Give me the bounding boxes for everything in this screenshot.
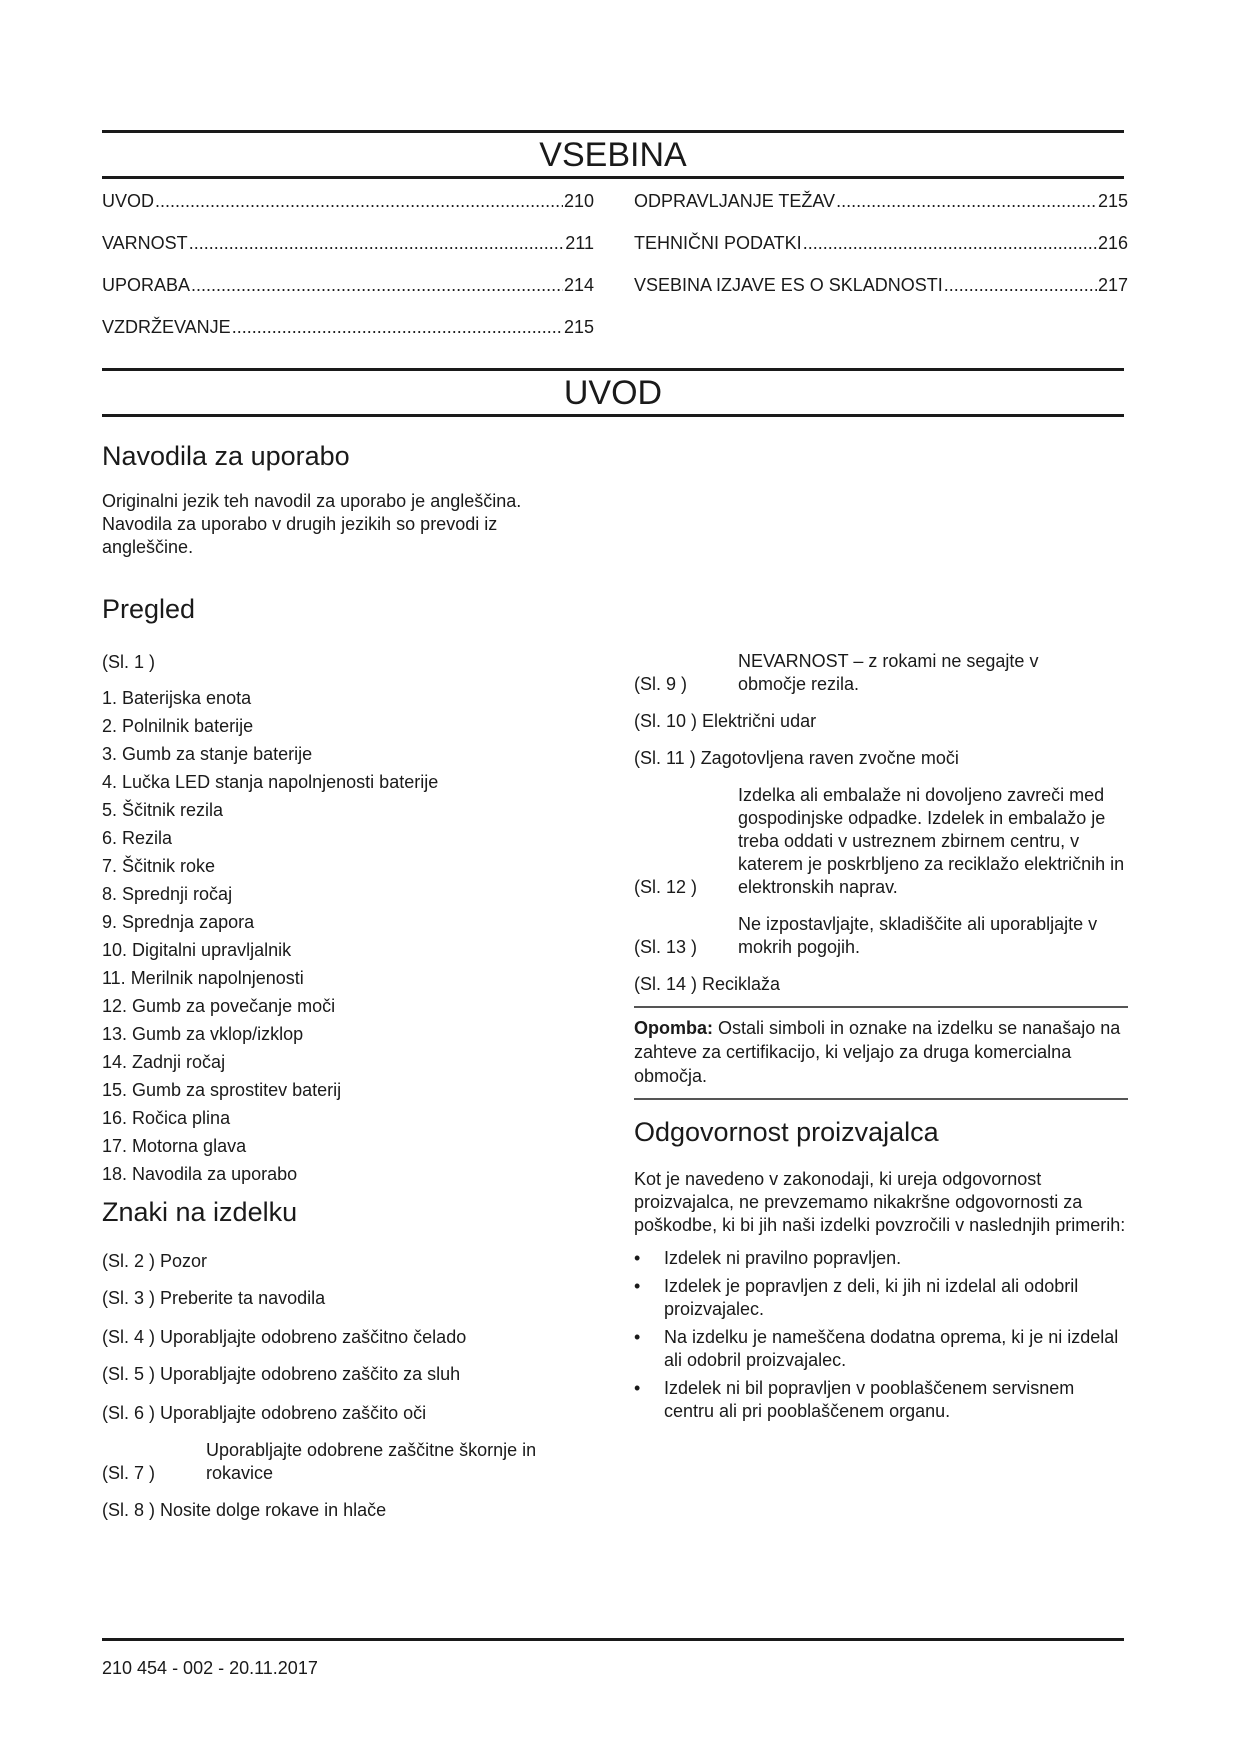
list-item: • Izdelek ni bil popravljen v pooblaščenem servisnem centru ali pri pooblaščenem organu.: [634, 1377, 1128, 1423]
list-item: 11. Merilnik napolnjenosti: [102, 968, 304, 988]
symbol-entry: [634, 650, 1128, 696]
liability-text: Kot je navedeno v zakonodaji, ki ureja odgovornost proizvajalca, ne prevzemamo nikakršne odgovornosti za poškodbe, ki bi jih naši izdelki povzročili v naslednjih primerih:: [634, 1169, 1126, 1235]
symbol-desc: Pozor: [160, 1251, 208, 1271]
symbol-entry: [102, 1402, 592, 1425]
toc-title: TEHNIČNI PODATKI: [634, 233, 802, 253]
toc-page: 210: [563, 191, 594, 211]
symbol-ref: (Sl. 3 ): [102, 1288, 156, 1308]
list-item: • Izdelek je popravljen z deli, ki jih ni izdelal ali odobril proizvajalec.: [634, 1275, 1128, 1321]
manual-heading: Navodila za uporabo: [102, 441, 350, 471]
toc-entry[interactable]: [634, 232, 1128, 274]
list-item: 10. Digitalni upravljalnik: [102, 940, 292, 960]
toc-title: UPORABA: [102, 275, 191, 295]
list-item: 2. Polnilnik baterije: [102, 716, 254, 736]
symbol-desc: NEVARNOST – z rokami ne segajte v območje rezila.: [738, 651, 1039, 694]
toc-page: 217: [1097, 275, 1128, 295]
symbol-ref: (Sl. 2 ): [102, 1251, 156, 1271]
symbol-desc: Uporabljajte odobreno zaščito za sluh: [160, 1364, 461, 1384]
note-text: Ostali simboli in oznake na izdelku se nanašajo na zahteve za certifikacijo, ki veljajo za druga komercialna območja.: [634, 1018, 1121, 1086]
list-item: 3. Gumb za stanje baterije: [102, 744, 313, 764]
figure-ref: (Sl. 1 ): [102, 652, 156, 672]
toc-title: ODPRAVLJANJE TEŽAV: [634, 191, 836, 211]
symbol-ref: (Sl. 12 ): [634, 877, 698, 897]
symbol-entry: [102, 1439, 592, 1485]
list-item: 8. Sprednji ročaj: [102, 884, 233, 904]
toc-entry[interactable]: [102, 232, 594, 274]
symbol-entry: [634, 747, 1128, 770]
toc-heading: VSEBINA: [102, 130, 1124, 179]
symbol-entry: [102, 1499, 592, 1522]
symbol-entry: [102, 1250, 592, 1273]
list-item: 5. Ščitnik rezila: [102, 800, 224, 820]
toc-entry[interactable]: [102, 190, 594, 232]
symbol-ref: (Sl. 6 ): [102, 1403, 156, 1423]
toc-page: 215: [1097, 191, 1128, 211]
uvod-heading: UVOD: [102, 368, 1124, 417]
symbol-entry: [634, 973, 1128, 996]
list-item: 18. Navodila za uporabo: [102, 1164, 298, 1184]
toc-entry[interactable]: [634, 190, 1128, 232]
symbol-ref: (Sl. 13 ): [634, 937, 698, 957]
symbols-list-left: [102, 1250, 592, 1522]
symbol-desc: Izdelka ali embalaže ni dovoljeno zavreči med gospodinjske odpadke. Izdelek in embalažo je treba oddati v ustreznem zbirnem centru, v katerem je poskrbljeno za reciklažo električnih in elektronskih naprav.: [738, 785, 1125, 897]
symbol-ref: (Sl. 5 ): [102, 1364, 156, 1384]
symbol-ref: (Sl. 4 ): [102, 1327, 156, 1347]
list-item: 7. Ščitnik roke: [102, 856, 216, 876]
footer-doc-id: 210 454 - 002 - 20.11.2017: [102, 1658, 318, 1678]
symbol-entry: [102, 1287, 592, 1310]
liability-bullets: [634, 1247, 1128, 1423]
symbol-desc: Uporabljajte odobrene zaščitne škornje in rokavice: [206, 1440, 537, 1483]
symbol-desc: Zagotovljena raven zvočne moči: [700, 748, 959, 768]
liability-heading: Odgovornost proizvajalca: [634, 1117, 939, 1147]
toc-entry[interactable]: [102, 316, 594, 358]
right-column: [634, 650, 1128, 1428]
list-item: 13. Gumb za vklop/izklop: [102, 1024, 304, 1044]
symbols-heading: Znaki na izdelku: [102, 1197, 298, 1227]
list-item: • Izdelek ni pravilno popravljen.: [634, 1247, 1128, 1270]
list-item: 16. Ročica plina: [102, 1108, 231, 1128]
symbol-desc: Uporabljajte odobreno zaščitno čelado: [160, 1327, 467, 1347]
toc-title: VSEBINA IZJAVE ES O SKLADNOSTI: [634, 275, 943, 295]
symbol-ref: (Sl. 8 ): [102, 1500, 156, 1520]
toc-right-column: [634, 190, 1128, 316]
left-column: [102, 440, 592, 1522]
toc-left-column: [102, 190, 594, 358]
symbols-list-right: [634, 650, 1128, 996]
toc-entry[interactable]: [102, 274, 594, 316]
overview-heading: Pregled: [102, 594, 196, 624]
note-label: Opomba:: [634, 1018, 713, 1038]
symbol-desc: Preberite ta navodila: [160, 1288, 326, 1308]
toc-entry[interactable]: [634, 274, 1128, 316]
list-item: 14. Zadnji ročaj: [102, 1052, 226, 1072]
symbol-ref: (Sl. 7 ): [102, 1463, 156, 1483]
list-item: 12. Gumb za povečanje moči: [102, 996, 336, 1016]
toc-title: VZDRŽEVANJE: [102, 317, 231, 337]
symbol-entry: [634, 710, 1128, 733]
symbol-desc: Nosite dolge rokave in hlače: [160, 1500, 387, 1520]
footer-divider: [102, 1638, 1124, 1641]
toc-page: 214: [563, 275, 594, 295]
symbol-entry: [102, 1326, 592, 1349]
toc-page: 211: [565, 233, 594, 253]
parts-list: [102, 684, 592, 1188]
symbol-ref: (Sl. 10 ): [634, 711, 698, 731]
list-item: 15. Gumb za sprostitev baterij: [102, 1080, 342, 1100]
symbol-desc: Uporabljajte odobreno zaščito oči: [160, 1403, 427, 1423]
toc-title: VARNOST: [102, 233, 188, 253]
symbol-desc: Ne izpostavljajte, skladiščite ali uporabljajte v mokrih pogojih.: [738, 914, 1098, 957]
list-item: 1. Baterijska enota: [102, 688, 252, 708]
symbol-ref: (Sl. 11 ): [634, 748, 696, 768]
symbol-entry: [634, 784, 1128, 899]
list-item: 9. Sprednja zapora: [102, 912, 255, 932]
list-item: 17. Motorna glava: [102, 1136, 247, 1156]
symbol-desc: Reciklaža: [702, 974, 781, 994]
symbol-desc: Električni udar: [702, 711, 817, 731]
toc-page: 215: [563, 317, 594, 337]
symbol-entry: [102, 1363, 592, 1386]
toc-title: UVOD: [102, 191, 155, 211]
list-item: 4. Lučka LED stanja napolnjenosti baterije: [102, 772, 439, 792]
list-item: • Na izdelku je nameščena dodatna oprema, ki je ni izdelal ali odobril proizvajalec.: [634, 1326, 1128, 1372]
symbol-ref: (Sl. 9 ): [634, 674, 688, 694]
toc-page: 216: [1097, 233, 1128, 253]
note-box: [634, 1006, 1128, 1100]
symbol-entry: [634, 913, 1128, 959]
list-item: 6. Rezila: [102, 828, 173, 848]
manual-text: Originalni jezik teh navodil za uporabo je angleščina. Navodila za uporabo v drugih jezikih so prevodi iz angleščine.: [102, 491, 522, 557]
symbol-ref: (Sl. 14 ): [634, 974, 698, 994]
